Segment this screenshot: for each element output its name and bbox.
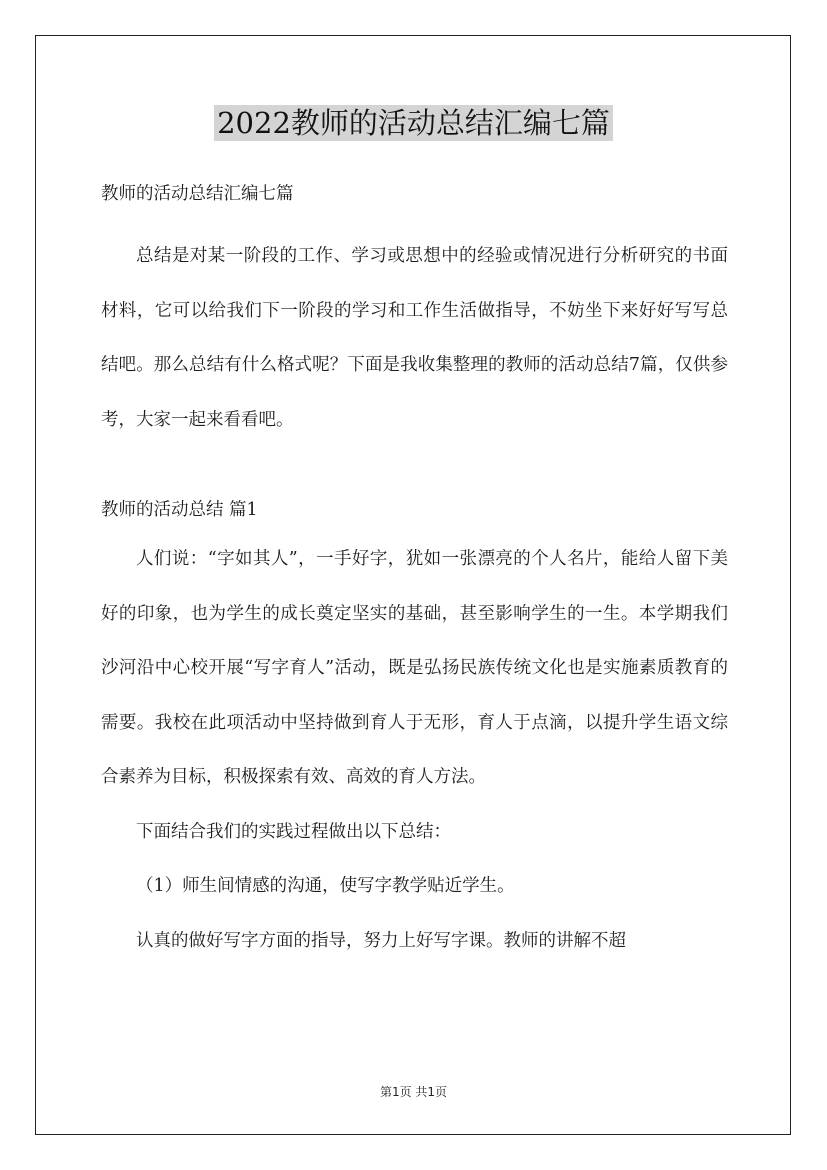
intro-paragraph: 总结是对某一阶段的工作、学习或思想中的经验或情况进行分析研究的书面材料，它可以给我们下一阶段的学习和工作生活做指导，不妨坐下来好好写写总结吧。那么总结有什么格式呢？下面是我收集整理的教师的活动总结7篇，仅供参考，大家一起来看看吧。	[101, 246, 728, 430]
section-spacer	[101, 447, 728, 492]
page-footer: 第1页 共1页	[379, 1085, 448, 1099]
body-paragraph: 下面结合我们的实践过程做出以下总结：	[136, 821, 451, 842]
body-paragraph: 认真的做好写字方面的指导，努力上好写字课。教师的讲解不超	[136, 930, 626, 951]
document-body	[101, 176, 728, 968]
document-title-row	[0, 101, 827, 142]
body-paragraph: （1）师生间情感的沟通，使写字教学贴近学生。	[136, 876, 515, 896]
document-subtitle: 教师的活动总结汇编七篇	[101, 184, 294, 204]
section-heading: 教师的活动总结 篇1	[101, 500, 258, 520]
document-title: 2022教师的活动总结汇编七篇	[214, 105, 613, 141]
body-paragraph: 人们说：“字如其人”，一手好字，犹如一张漂亮的个人名片，能给人留下美好的印象，也为学生的成长奠定坚实的基础，甚至影响学生的一生。本学期我们沙河沿中心校开展“写字育人”活动，既是弘扬民族传统文化也是实施素质教育的需要。我校在此项活动中坚持做到育人于无形，育人于点滴，以提升学生语文综合素养为目标，积极探索有效、高效的育人方法。	[101, 549, 728, 787]
